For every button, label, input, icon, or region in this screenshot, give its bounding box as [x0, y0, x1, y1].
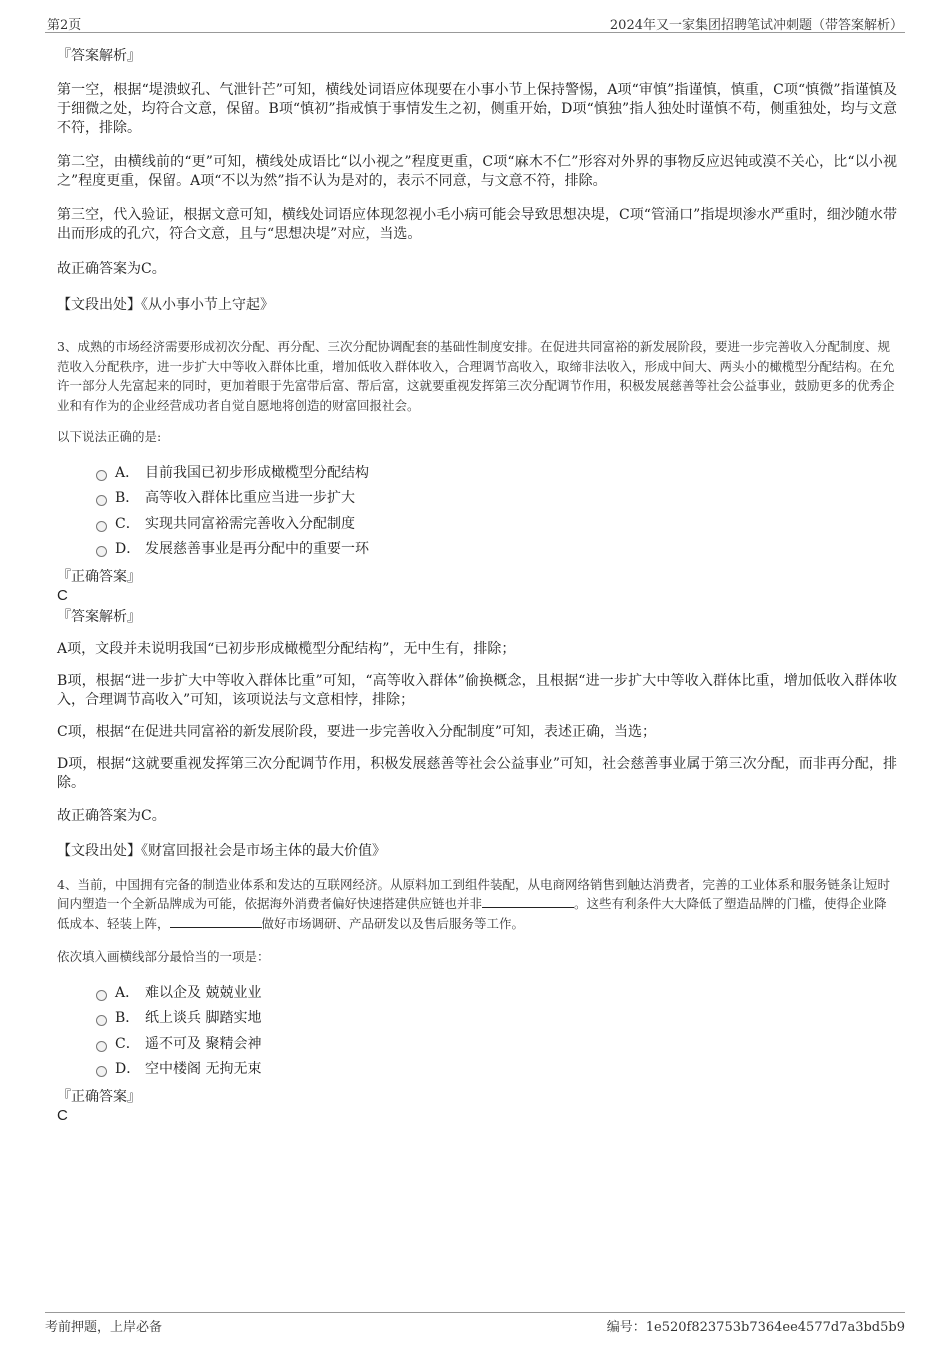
q2-source: 【文段出处】《从小事小节上守起》: [57, 297, 274, 313]
q4-correct-answer: C: [57, 1106, 68, 1124]
q4-option-a[interactable]: A． 难以企及 兢兢业业: [57, 981, 897, 1007]
q4-correct-label: 『正确答案』: [57, 1088, 141, 1105]
page-header: [45, 12, 905, 33]
q3-analysis-d: D项，根据“这就要重视发挥第三次分配调节作用，积极发展慈善等社会公益事业”可知，社会慈善事业属于第三次分配，而非再分配，排除。: [57, 755, 897, 791]
q3-analysis-c: C项，根据“在促进共同富裕的新发展阶段，要进一步完善收入分配制度”可知，表述正确，当选；: [57, 723, 657, 740]
q2-conclusion: 故正确答案为C。: [57, 261, 166, 277]
q4-options: [57, 981, 897, 1083]
page-content: [57, 44, 897, 1125]
answer-blank-2: [170, 915, 262, 928]
radio-icon[interactable]: [96, 1015, 107, 1026]
q3-stem: 3、成熟的市场经济需要形成初次分配、再分配、三次分配协调配套的基础性制度安排。在促进共同富裕的新发展阶段，要进一步完善收入分配制度、规范收入分配秩序，进一步扩大中等收入群体比重，增加低收入群体收入，合理调节高收入，取缔非法收入，形成中间大、两头小的橄榄型分配结构。在允许一部分人先富起来的同时，更加着眼于先富带后富、帮后富，这就要重视发挥第三次分配调节作用，积极发展慈善等社会公益事业，鼓励更多的优秀企业和有作为的企业经营成功者自觉自愿地将创造的财富回报社会。: [57, 339, 895, 413]
footer-slogan: 考前押题，上岸必备: [45, 1320, 163, 1335]
q4-option-c[interactable]: C． 遥不可及 聚精会神: [57, 1032, 897, 1058]
answer-blank-1: [482, 895, 574, 908]
page-footer: [45, 1312, 905, 1333]
page-number: 第2页: [47, 18, 82, 33]
q3-source: 【文段出处】《财富回报社会是市场主体的最大价值》: [57, 842, 386, 859]
q3-prompt: 以下说法正确的是:: [57, 429, 162, 444]
radio-icon[interactable]: [96, 470, 107, 481]
q3-option-a[interactable]: A． 目前我国已初步形成橄榄型分配结构: [57, 461, 897, 487]
q3-correct-label: 『正确答案』: [57, 568, 141, 585]
radio-icon[interactable]: [96, 990, 107, 1001]
q2-analysis-p2: 第二空，由横线前的“更”可知，横线处成语比“以小视之”程度更重，C项“麻木不仁”形容对外界的事物反应迟钝或漠不关心，比“以小视之”程度更重，保留。A项“不以为然”指不认为是对的，表示不同意，与文意不符，排除。: [57, 154, 897, 189]
q3-analysis-b: B项，根据“进一步扩大中等收入群体比重”可知，“高等收入群体”偷换概念，且根据“进一步扩大中等收入群体比重，增加低收入群体收入，合理调节高收入”可知，该项说法与文意相悖，排除；: [57, 672, 897, 708]
q4-option-d[interactable]: D． 空中楼阁 无拘无束: [57, 1057, 897, 1083]
radio-icon[interactable]: [96, 546, 107, 557]
q4-option-b[interactable]: B． 纸上谈兵 脚踏实地: [57, 1006, 897, 1032]
q4-prompt: 依次填入画横线部分最恰当的一项是：: [57, 949, 270, 964]
q3-options: [57, 461, 897, 563]
document-title: 2024年又一家集团招聘笔试冲刺题（带答案解析）: [609, 18, 903, 33]
radio-icon[interactable]: [96, 1066, 107, 1077]
q2-analysis-label: 『答案解析』: [57, 48, 141, 64]
radio-icon[interactable]: [96, 1041, 107, 1052]
q3-analysis-label: 『答案解析』: [57, 608, 141, 625]
q4-stem: 4、当前，中国拥有完备的制造业体系和发达的互联网经济。从原料加工到组件装配，从电商网络销售到触达消费者，完善的工业体系和服务链条让短时间内塑造一个全新品牌成为可能，依据海外消费者偏好快速搭建供应链也并非 。这些有利条件大大降低了塑造品牌的门槛，使得企业降低成本、轻装上阵， 做好市场调研、产品研发以及售后服务等工作。: [57, 876, 890, 931]
document-id: 编号：1e520f823753b7364ee4577d7a3bd5b9: [606, 1320, 905, 1335]
q2-analysis-p1: 第一空，根据“堤溃蚁孔、气泄针芒”可知，横线处词语应体现要在小事小节上保持警惕，A项“审慎”指谨慎，慎重，C项“慎微”指谨慎及于细微之处，均符合文意，保留。B项“慎初”指戒慎于事情发生之初，侧重开始，D项“慎独”指人独处时谨慎不苟，侧重独处，均与文意不符，排除。: [57, 82, 897, 136]
q2-analysis-p3: 第三空，代入验证，根据文意可知，横线处词语应体现忽视小毛小病可能会导致思想决堤，C项“管涌口”指堤坝渗水严重时，细沙随水带出而形成的孔穴，符合文意，且与“思想决堤”对应，当选。: [57, 207, 897, 242]
q3-correct-answer: C: [57, 586, 68, 604]
q3-conclusion: 故正确答案为C。: [57, 807, 166, 824]
q3-option-d[interactable]: D． 发展慈善事业是再分配中的重要一环: [57, 537, 897, 563]
radio-icon[interactable]: [96, 521, 107, 532]
q3-analysis-a: A项，文段并未说明我国“已初步形成橄榄型分配结构”，无中生有，排除；: [57, 640, 516, 657]
radio-icon[interactable]: [96, 495, 107, 506]
q3-option-c[interactable]: C． 实现共同富裕需完善收入分配制度: [57, 512, 897, 538]
q3-option-b[interactable]: B． 高等收入群体比重应当进一步扩大: [57, 486, 897, 512]
